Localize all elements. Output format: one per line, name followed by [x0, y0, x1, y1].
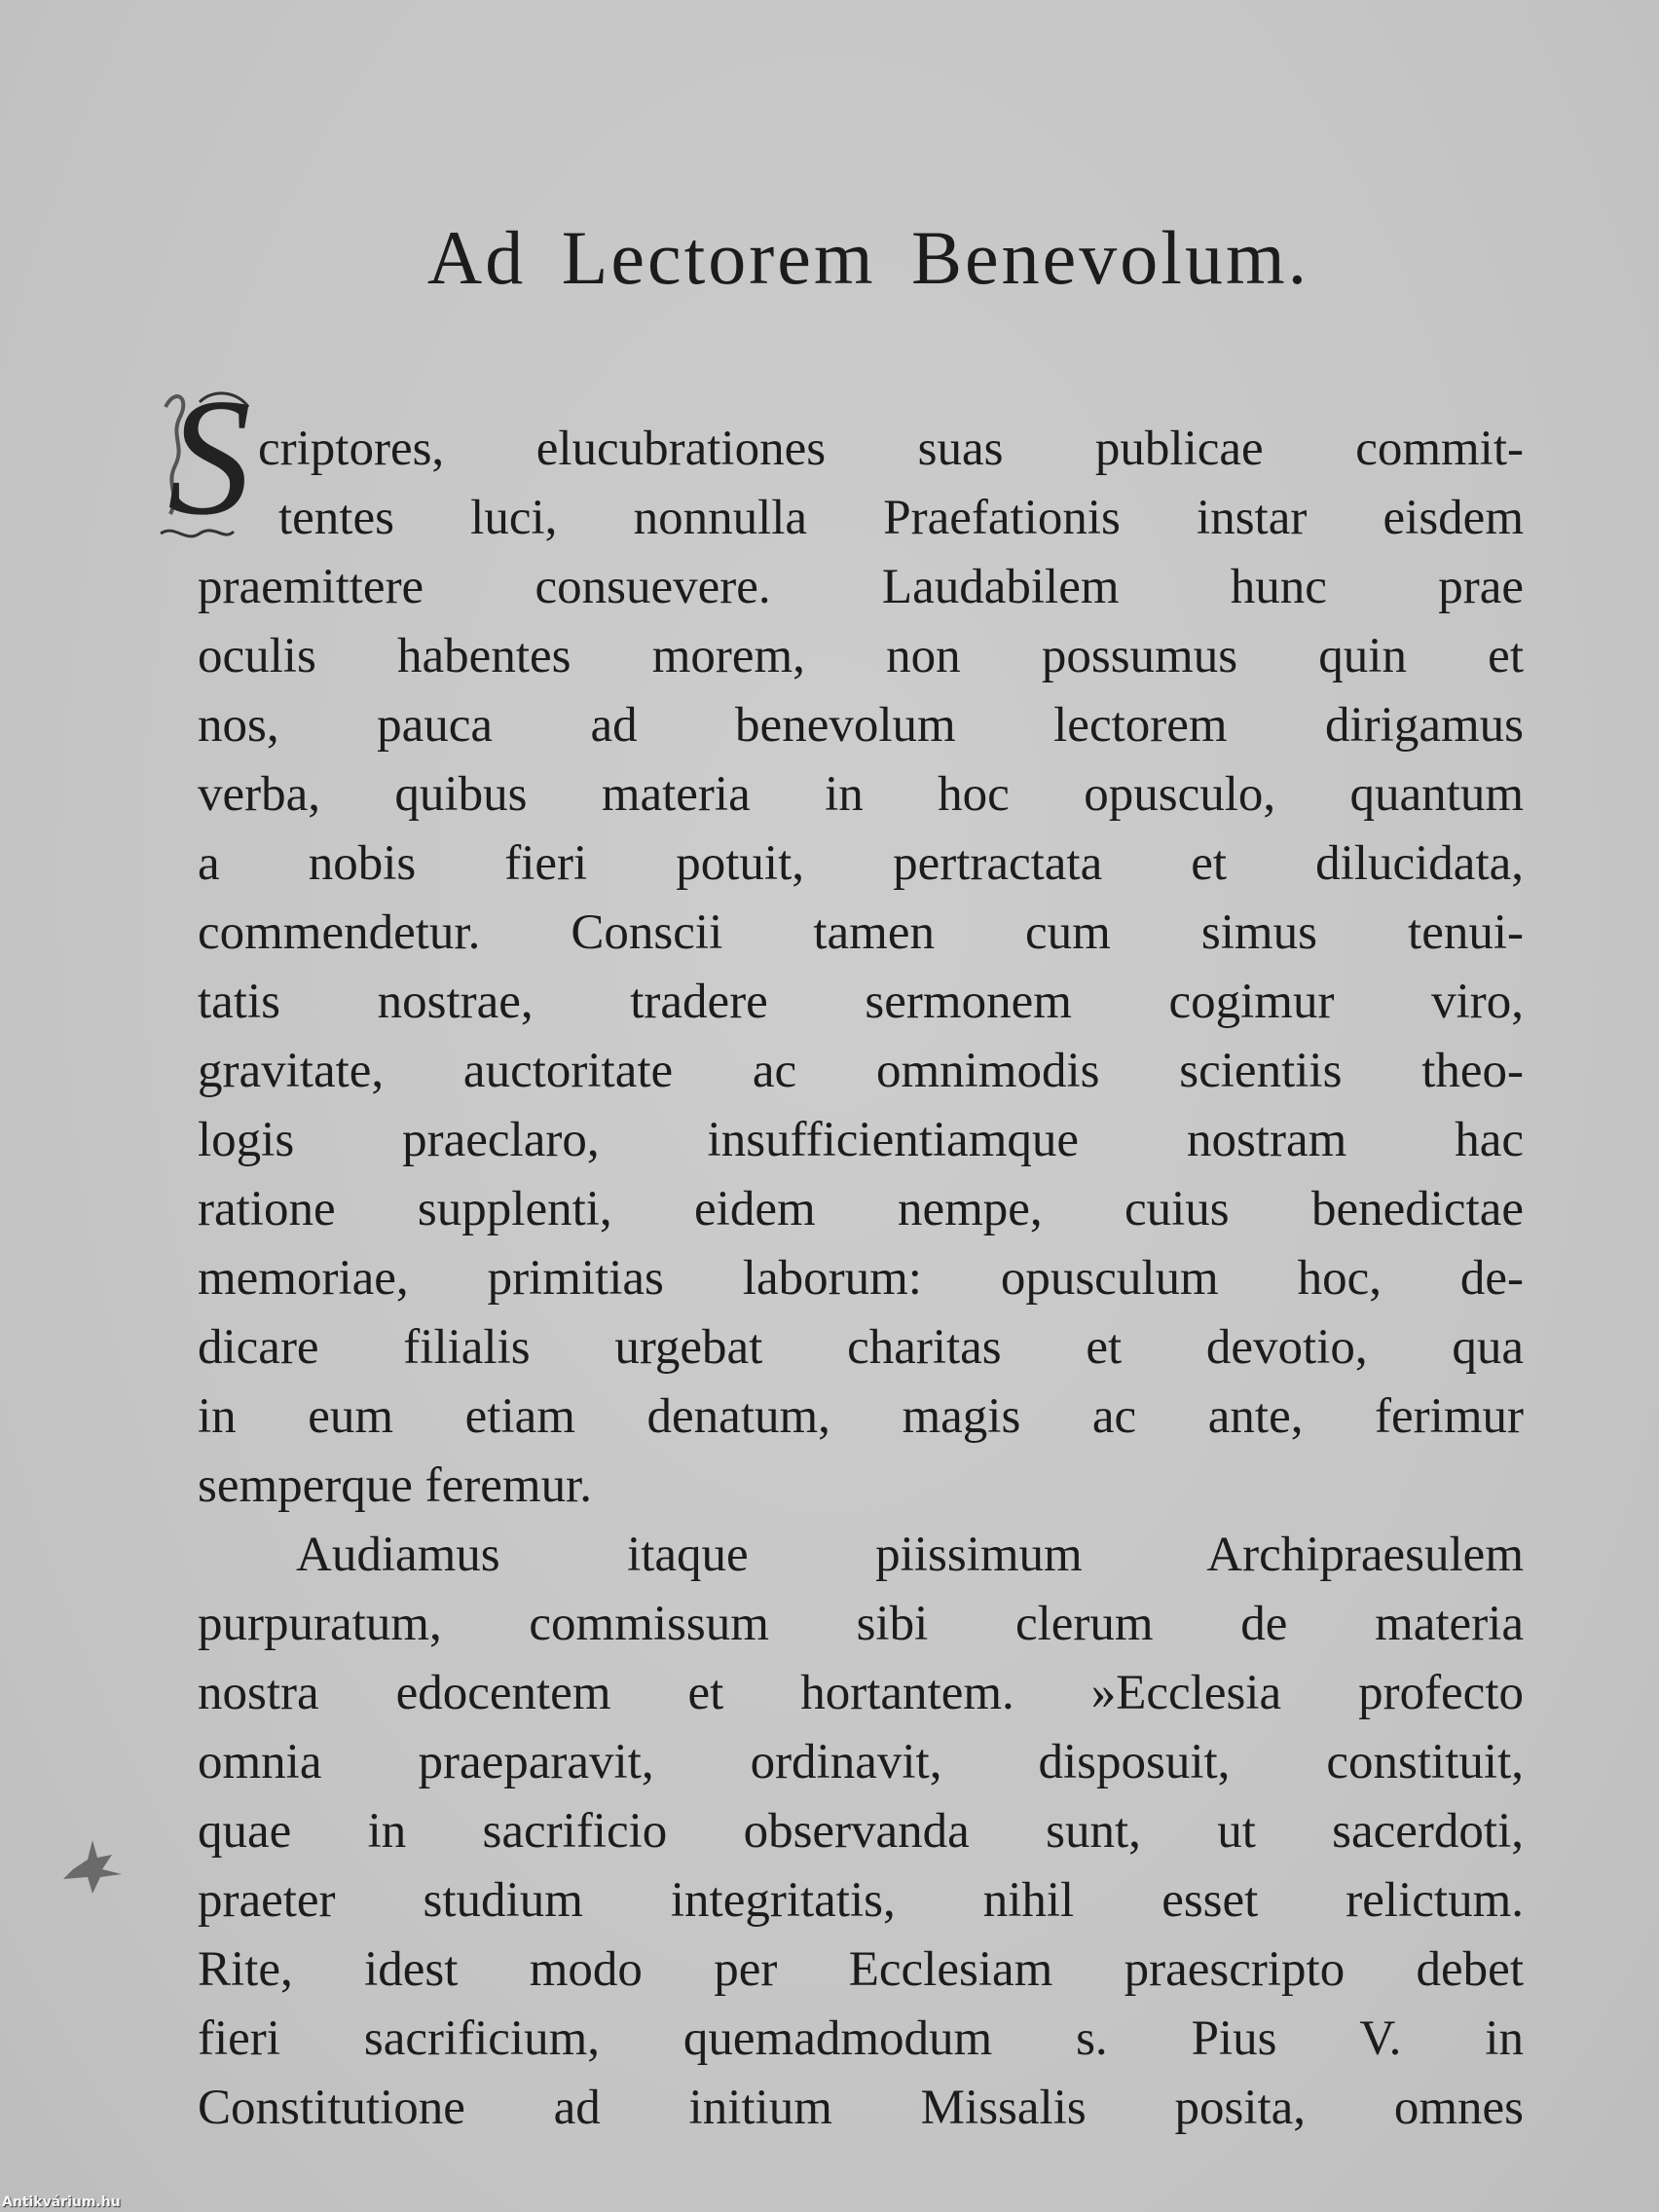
text-line: [198, 2074, 1524, 2143]
text-line-content: logis praeclaro, insufficientiamque nostram hac: [198, 1113, 1524, 1167]
text-line-content: commendetur. Conscii tamen cum simus tenui-: [198, 905, 1524, 960]
text-line-content: oculis habentes morem, non possumus quin et: [198, 629, 1524, 683]
text-line-content: dicare filialis urgebat charitas et devotio, qua: [198, 1320, 1524, 1375]
text-line-content: nostra edocentem et hortantem. »Ecclesia profecto: [198, 1666, 1524, 1720]
text-line: [198, 1244, 1524, 1313]
text-line-content: a nobis fieri potuit, pertractata et dilucidata,: [198, 836, 1524, 891]
text-line: [198, 1313, 1524, 1382]
body-text: [198, 415, 1524, 2143]
text-line: [198, 760, 1524, 830]
text-line-content: semperque feremur.: [198, 1458, 592, 1513]
text-line: [198, 1175, 1524, 1244]
text-line-content: memoriae, primitias laborum: opusculum hoc, de-: [198, 1251, 1524, 1306]
text-line-content: fieri sacrificium, quemadmodum s. Pius V. in: [198, 2011, 1524, 2066]
text-line-content: tatis nostrae, tradere sermonem cogimur viro,: [198, 975, 1524, 1029]
text-line-content: tentes luci, nonnulla Praefationis instar eisdem: [278, 491, 1524, 545]
text-line: [198, 1452, 1524, 1521]
drop-cap-letter: S: [167, 365, 251, 550]
text-line-content: Audiamus itaque piissimum Archipraesulem: [296, 1528, 1524, 1582]
text-line: [198, 2005, 1524, 2074]
text-line: [198, 1866, 1524, 1936]
text-line-content: purpuratum, commissum sibi clerum de materia: [198, 1597, 1524, 1651]
text-line: [258, 415, 1524, 484]
text-line-content: omnia praeparavit, ordinavit, disposuit, constituit,: [198, 1735, 1524, 1789]
text-line: [198, 968, 1524, 1037]
text-line: [198, 622, 1524, 691]
text-line: [296, 1521, 1524, 1590]
text-line: [198, 1659, 1524, 1728]
text-line-content: verba, quibus materia in hoc opusculo, quantum: [198, 767, 1524, 822]
text-line: [198, 1037, 1524, 1106]
text-line: [198, 691, 1524, 760]
watermark: Antikvárium.hu: [2, 2194, 121, 2210]
text-line-content: quae in sacrificio observanda sunt, ut sacerdoti,: [198, 1804, 1524, 1859]
text-line: [198, 553, 1524, 622]
ink-smudge-icon: [54, 1830, 141, 1899]
text-line: [198, 899, 1524, 968]
text-line: [198, 1728, 1524, 1797]
text-line-content: gravitate, auctoritate ac omnimodis scientiis theo-: [198, 1044, 1524, 1098]
text-line-content: praemittere consuevere. Laudabilem hunc prae: [198, 560, 1524, 614]
page-title: Ad Lectorem Benevolum.: [426, 215, 1310, 300]
text-line: [198, 1106, 1524, 1175]
text-line-content: ratione supplenti, eidem nempe, cuius benedictae: [198, 1182, 1524, 1236]
text-line: [198, 1382, 1524, 1452]
text-line-content: nos, pauca ad benevolum lectorem dirigamus: [198, 698, 1524, 753]
text-line: [198, 830, 1524, 899]
text-line: [278, 484, 1524, 553]
text-line: [198, 1590, 1524, 1659]
text-line: [198, 1936, 1524, 2005]
text-line-content: criptores, elucubrationes suas publicae commit-: [258, 422, 1524, 476]
text-line-content: Constitutione ad initium Missalis posita, omnes: [198, 2081, 1524, 2135]
text-line-content: praeter studium integritatis, nihil esset relictum.: [198, 1873, 1524, 1928]
text-line: [198, 1797, 1524, 1866]
text-line-content: Rite, idest modo per Ecclesiam praescripto debet: [198, 1942, 1524, 1997]
text-line-content: in eum etiam denatum, magis ac ante, ferimur: [198, 1389, 1524, 1444]
